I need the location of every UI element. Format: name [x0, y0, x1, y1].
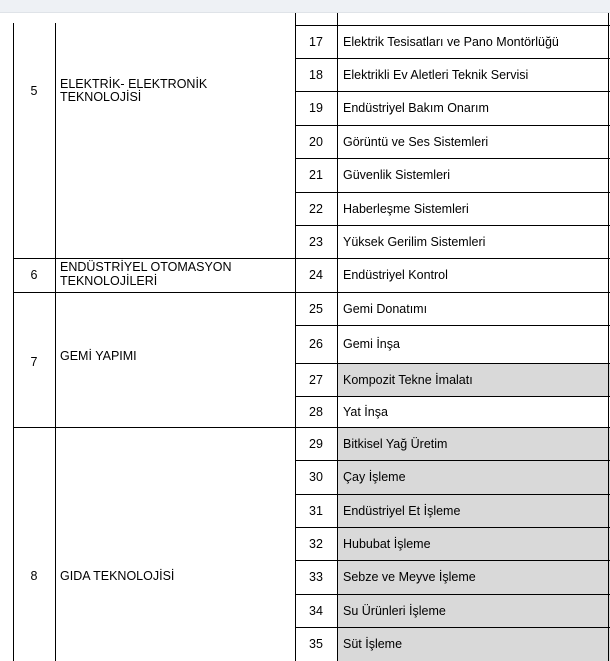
row-sep	[295, 594, 610, 595]
area-name-line: ELEKTRİK- ELEKTRONİK	[60, 77, 208, 91]
area-name-line: ENDÜSTRİYEL OTOMASYON	[60, 260, 232, 274]
row-number: 35	[309, 637, 323, 651]
row-name: Kompozit Tekne İmalatı	[343, 373, 473, 387]
row-sep	[295, 91, 610, 92]
area-sep-5-6	[13, 258, 610, 259]
area-no-divider	[55, 23, 56, 661]
area-number: 5	[30, 84, 38, 98]
row-number: 29	[309, 437, 323, 451]
row-number: 19	[309, 101, 323, 115]
area-name-line: TEKNOLOJİSİ	[60, 90, 142, 104]
row-sep	[295, 560, 610, 561]
row-name: Elektrikli Ev Aletleri Teknik Servisi	[343, 68, 529, 82]
row-sep	[295, 158, 610, 159]
row-sep	[295, 627, 610, 628]
area-name-line: GEMİ YAPIMI	[60, 349, 137, 363]
row-name: Süt İşleme	[343, 637, 403, 651]
row-name: Elektrik Tesisatları ve Pano Montörlüğü	[343, 35, 559, 49]
row-name: Gemi Donatımı	[343, 302, 428, 316]
row-number: 27	[309, 373, 323, 387]
row-name: Çay İşleme	[343, 470, 406, 484]
row-sep	[295, 325, 610, 326]
row-number: 17	[309, 35, 323, 49]
area-number: 6	[30, 268, 38, 282]
row-sep	[295, 494, 610, 495]
row-name: Endüstriyel Et İşleme	[343, 504, 461, 518]
row-name: Bitkisel Yağ Üretim	[343, 437, 448, 451]
row-name: Yüksek Gerilim Sistemleri	[343, 235, 486, 249]
row-number: 18	[309, 68, 323, 82]
row-number: 21	[309, 168, 323, 182]
right-border	[608, 13, 609, 661]
area-number: 8	[30, 569, 38, 583]
row-sep	[295, 396, 610, 397]
row-no-divider	[337, 13, 338, 661]
row-number: 28	[309, 405, 323, 419]
row-table-top	[295, 25, 610, 26]
row-number: 20	[309, 135, 323, 149]
row-name: Su Ürünleri İşleme	[343, 604, 446, 618]
row-number: 34	[309, 604, 323, 618]
row-sep	[295, 58, 610, 59]
row-name: Endüstriyel Bakım Onarım	[343, 101, 489, 115]
row-sep	[295, 363, 610, 364]
row-name: Haberleşme Sistemleri	[343, 202, 469, 216]
row-name: Endüstriyel Kontrol	[343, 268, 448, 282]
row-name: Güvenlik Sistemleri	[343, 168, 450, 182]
row-number: 22	[309, 202, 323, 216]
row-sep	[295, 225, 610, 226]
row-name: Sebze ve Meyve İşleme	[343, 570, 476, 584]
area-number: 7	[30, 355, 38, 369]
row-number: 25	[309, 302, 323, 316]
row-number: 26	[309, 337, 323, 351]
area-sep-6-7	[13, 292, 610, 293]
row-sep	[295, 460, 610, 461]
row-name: Gemi İnşa	[343, 337, 400, 351]
area-sep-7-8	[13, 427, 610, 428]
viewer-top-bar	[0, 0, 610, 13]
row-sep	[295, 192, 610, 193]
document-page	[0, 13, 610, 661]
row-name: Yat İnşa	[343, 405, 388, 419]
row-number: 23	[309, 235, 323, 249]
row-sep	[295, 527, 610, 528]
row-number: 24	[309, 268, 323, 282]
row-sep	[295, 125, 610, 126]
row-number: 31	[309, 504, 323, 518]
row-name: Hububat İşleme	[343, 537, 431, 551]
row-number: 32	[309, 537, 323, 551]
left-border	[13, 23, 14, 661]
area-name-line: TEKNOLOJİLERİ	[60, 274, 158, 288]
row-number: 30	[309, 470, 323, 484]
area-name-line: GIDA TEKNOLOJİSİ	[60, 569, 175, 583]
row-number: 33	[309, 570, 323, 584]
row-name: Görüntü ve Ses Sistemleri	[343, 135, 489, 149]
